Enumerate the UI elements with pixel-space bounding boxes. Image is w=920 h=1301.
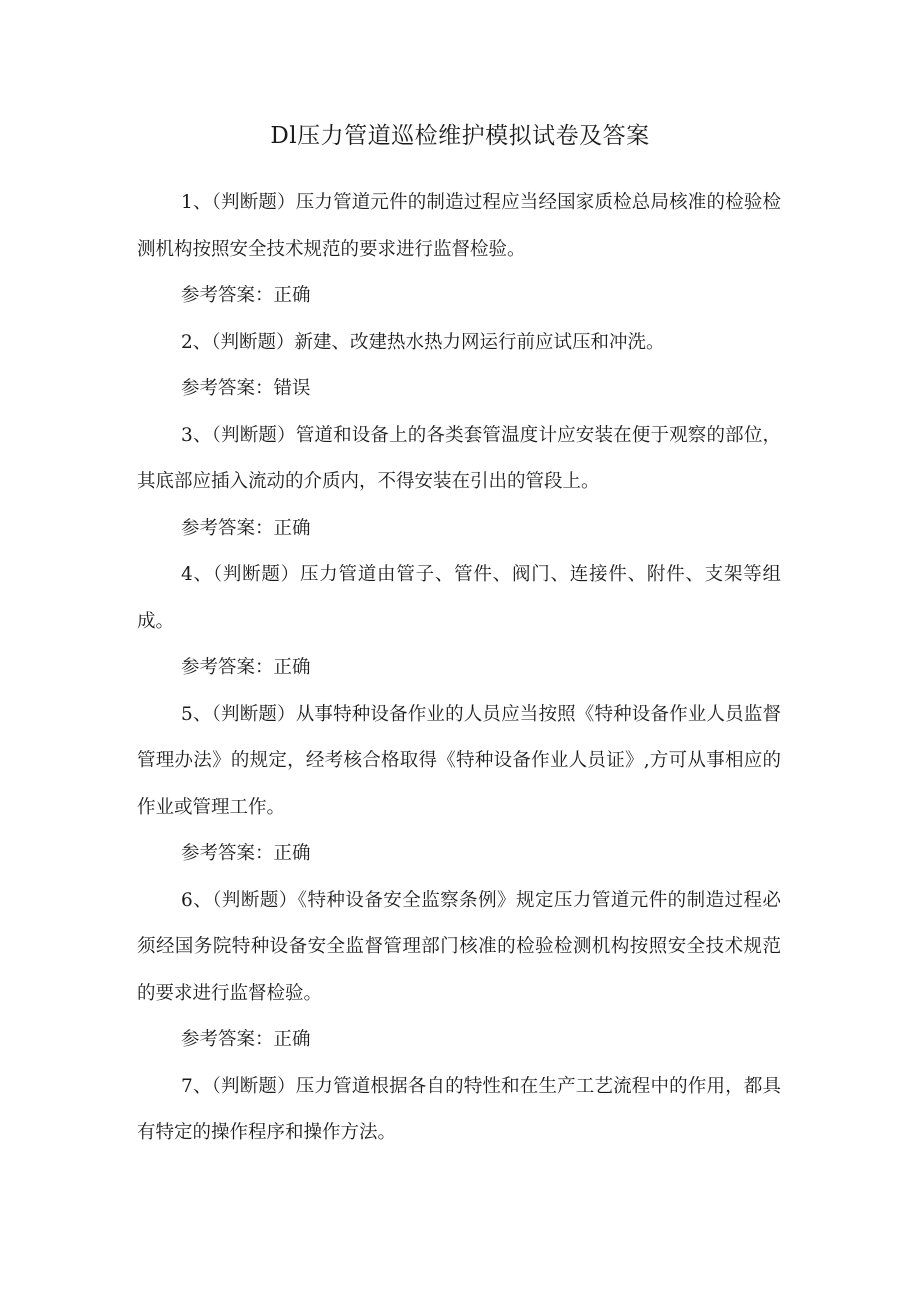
answer-label: 参考答案： <box>181 843 274 864</box>
question-text: 压力管道由管子、管件、阀门、连接件、附件、支架等组成。 <box>137 564 781 632</box>
answer-line <box>137 366 781 413</box>
question-type: （判断题） <box>211 703 296 725</box>
question-number: 6、 <box>181 889 213 911</box>
answer-line <box>137 831 781 878</box>
question-item <box>137 1064 781 1157</box>
question-text: 从事特种设备作业的人员应当按照《特种设备作业人员监督管理办法》的规定，经考核合格取得《特种设备作业人员证》,方可从事相应的作业或管理工作。 <box>137 703 781 818</box>
question-number: 2、 <box>181 331 212 353</box>
question-number: 3、 <box>181 424 212 446</box>
question-text: 管道和设备上的各类套管温度计应安装在便于观察的部位，其底部应插入流动的介质内，不得安装在引出的管段上。 <box>137 424 781 492</box>
question-item <box>137 413 781 506</box>
question-type: （判断题） <box>211 424 296 446</box>
question-text: 新建、改建热水热力网运行前应试压和冲洗。 <box>294 331 665 353</box>
question-item <box>137 320 781 367</box>
question-text: 压力管道元件的制造过程应当经国家质检总局核准的检验检测机构按照安全技术规范的要求进行监督检验。 <box>137 192 781 260</box>
answer-label: 参考答案： <box>181 1029 274 1050</box>
answer-line <box>137 273 781 320</box>
answer-value: 正确 <box>273 517 311 539</box>
question-item <box>137 552 781 645</box>
answer-value: 正确 <box>273 843 311 864</box>
question-number: 1、 <box>181 192 212 213</box>
question-type: （判断题） <box>211 331 295 353</box>
answer-line <box>137 1017 781 1064</box>
question-type: （判断题） <box>211 1075 296 1097</box>
question-list <box>137 180 781 1157</box>
question-text: 《特种设备安全监察条例》规定压力管道元件的制造过程必须经国务院特种设备安全监督管理部门核准的检验检测机构按照安全技术规范的要求进行监督检验。 <box>137 889 781 1004</box>
answer-label: 参考答案： <box>181 517 274 539</box>
answer-value: 正确 <box>273 657 311 678</box>
question-item <box>137 692 781 832</box>
question-item <box>137 180 781 273</box>
question-number: 7、 <box>181 1075 212 1097</box>
answer-value: 错误 <box>273 378 311 399</box>
answer-value: 正确 <box>273 1029 311 1050</box>
answer-line <box>137 506 781 553</box>
answer-value: 正确 <box>273 285 311 306</box>
answer-label: 参考答案： <box>181 657 274 678</box>
document-title: Dl压力管道巡检维护模拟试卷及答案 <box>270 123 650 149</box>
question-item <box>137 878 781 1018</box>
question-text: 压力管道根据各自的特性和在生产工艺流程中的作用，都具有特定的操作程序和操作方法。 <box>137 1075 781 1143</box>
question-type: （判断题） <box>212 564 300 585</box>
answer-label: 参考答案： <box>181 378 274 399</box>
question-type: （判断题） <box>211 192 296 213</box>
answer-line <box>137 645 781 692</box>
question-number: 5、 <box>181 703 212 725</box>
question-number: 4、 <box>181 564 213 585</box>
answer-label: 参考答案： <box>181 285 274 306</box>
question-type: （判断题） <box>212 889 298 911</box>
